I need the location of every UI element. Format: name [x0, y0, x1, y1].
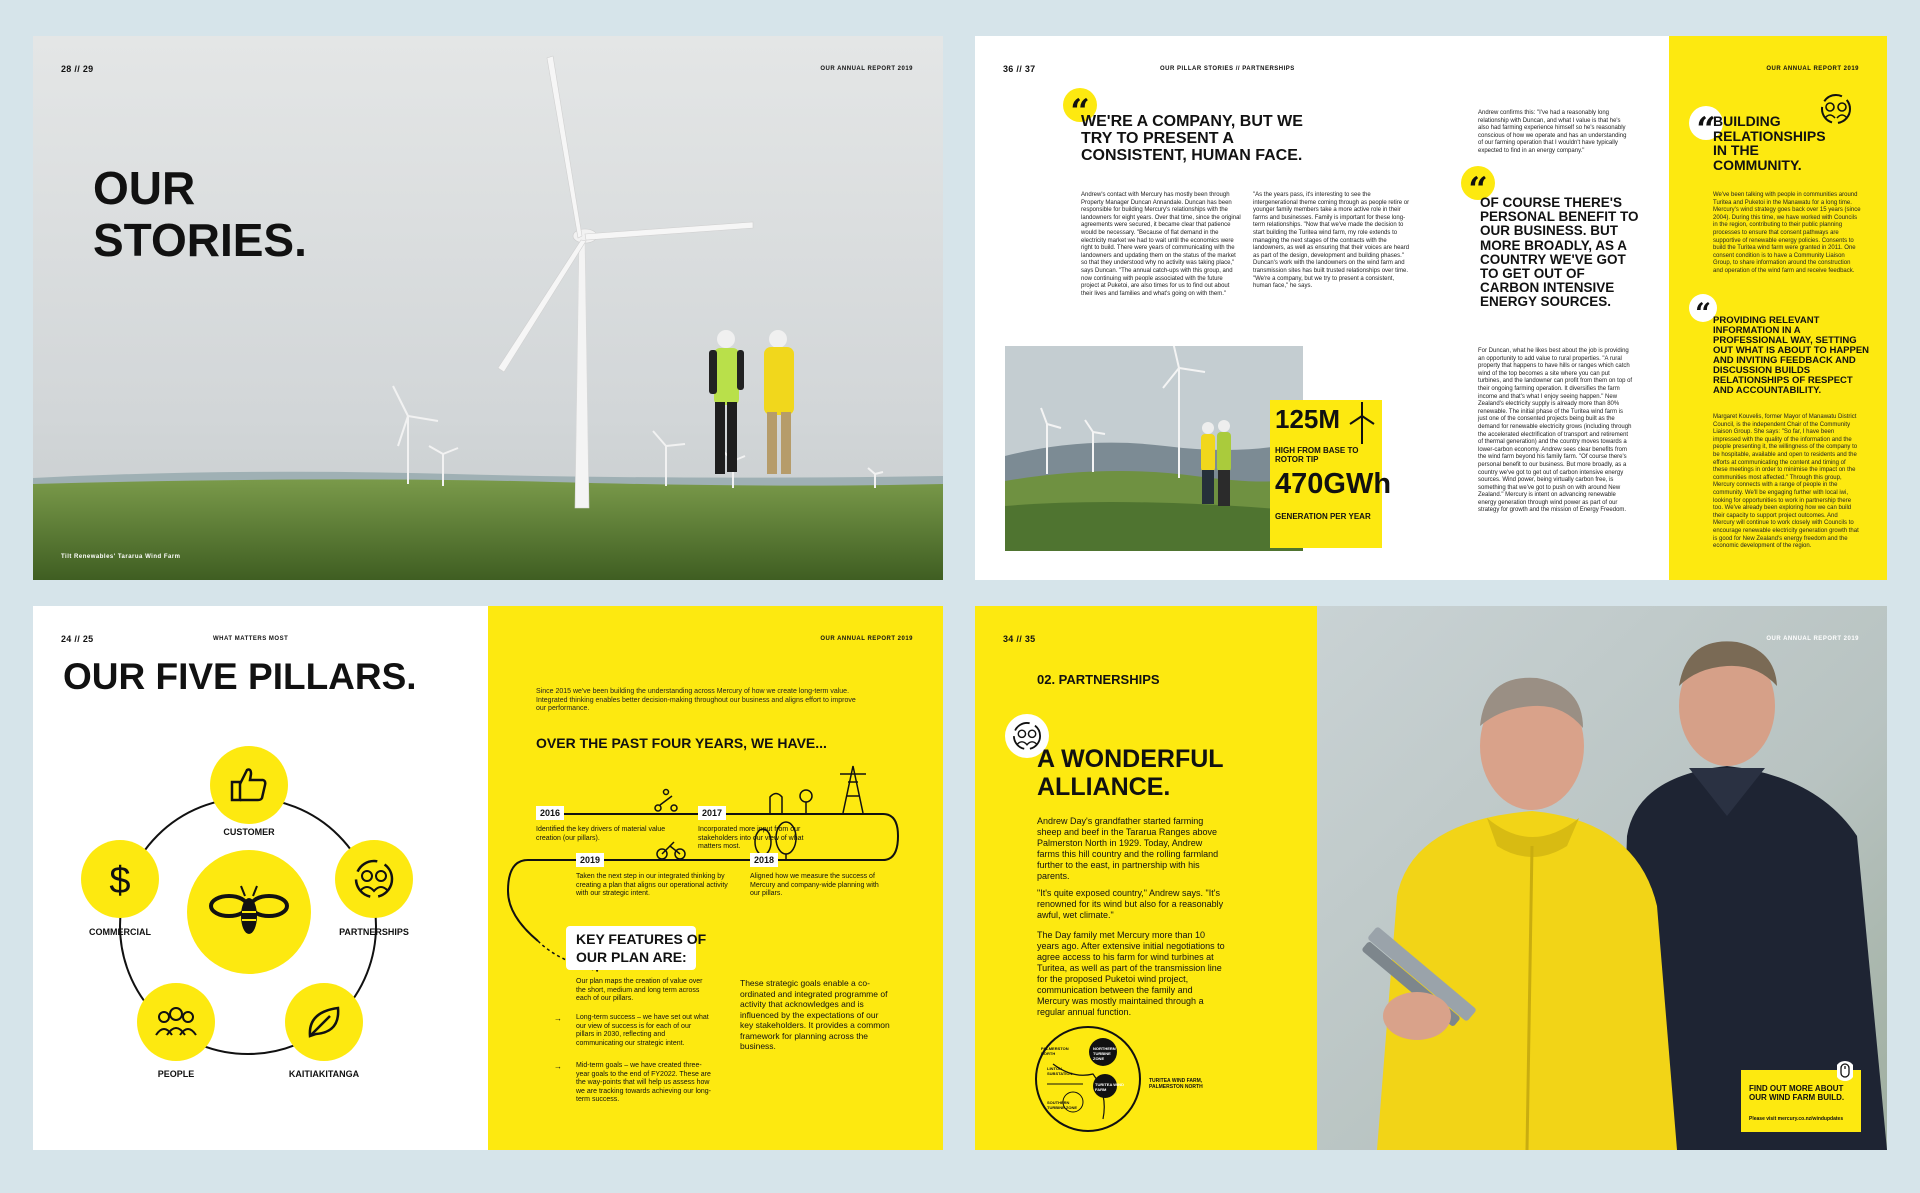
year-2019: 2019 — [576, 853, 604, 867]
photo-caption: Tilt Renewables' Tararua Wind Farm — [61, 554, 181, 560]
people-group-icon — [153, 1005, 199, 1039]
cta-link[interactable]: Please visit mercury.co.nz/windupdates — [1749, 1116, 1844, 1122]
page-folio: 28 // 29 — [61, 64, 94, 74]
arrow-icon: → — [554, 1062, 562, 1071]
map-label-northern: NORTHERN TURBINE ZONE — [1093, 1046, 1116, 1061]
pillar-label-people: PEOPLE — [157, 1069, 195, 1079]
map-label-turitea: TURITEA WIND FARM — [1095, 1082, 1124, 1092]
people-pillar — [137, 983, 215, 1061]
stat-generation-value: 470GWh — [1275, 468, 1392, 500]
leaf-icon — [304, 1002, 344, 1042]
body-column-3-top: Andrew confirms this: "I've had a reasonably long relationship with Duncan, and what I value is that he's also had farming experience himself so he's reasonably conscious of how we operate and has an understanding of our farming operation that I wouldn't have typically expected to find in an energy company." — [1478, 110, 1627, 154]
pillars-title: OUR FIVE PILLARS. — [63, 656, 417, 697]
alliance-para-2: "It's quite exposed country," Andrew says. "It's renowned for its wind but also for a reasonably awful, wet climate." — [1037, 888, 1224, 920]
body-column-2: "As the years pass, it's interesting to see the intergenerational theme coming through as people retire or younger family members take a more active role in their farms and businesses. Family is important for these long-term relationships. "Now that we've made the decision to start building the Turitea wind farm, my role extends to managing the next stages of the contracts with the landowners, as well as ensuring that their voices are heard as part of the design, development and building phases." Duncan's work with the landowners on the wind farm and transmission sites has built trusted relationships over time. "We're a company, but we try to present a consistent, human face," he says. — [1253, 192, 1410, 290]
stat-height-label: HIGH FROM BASE TO ROTOR TIP — [1275, 446, 1359, 464]
pylon-icon — [840, 766, 866, 813]
running-head-right: OUR ANNUAL REPORT 2019 — [820, 636, 913, 642]
pullquote-human-face: WE'RE A COMPANY, BUT WE TRY TO PRESENT A CONSISTENT, HUMAN FACE. — [1081, 113, 1303, 164]
community-body-2: Margaret Kouvelis, former Mayor of Manawatu District Council, is the independent Chair of the Community Liaison Group. She says: "So far, I have been impressed with the quality of the information and the people presenting it, the willingness of the company to be hospitable, available and open to residents and the efforts at communicating the content and timing of these meetings in order to minimise the impact on the communities most affected." Through this group, Mercury connects with a range of people in the community. We'll be engaging further with local iwi, looking for opportunities to work in partnership there too. We've already been exploring how we can build their capacity to support project outcomes. And Mercury will continue to work closely with Councils to encourage renewable electricity generation growth that is good for New Zealand's energy freedom and the economic development of the region. — [1713, 414, 1859, 550]
thumbs-up-icon — [229, 766, 269, 804]
section-label: 02. PARTNERSHIPS — [1037, 672, 1160, 687]
running-head-left: OUR PILLAR STORIES // PARTNERSHIPS — [1160, 66, 1295, 72]
turitea-map — [1033, 1024, 1143, 1134]
svg-text:$: $ — [109, 860, 131, 901]
running-head-left: WHAT MATTERS MOST — [213, 636, 289, 642]
running-head-right: OUR ANNUAL REPORT 2019 — [1766, 66, 1859, 72]
stat-generation-label: GENERATION PER YEAR — [1275, 512, 1371, 521]
key-features-heading-2: OUR PLAN ARE: — [576, 949, 687, 965]
page-folio: 36 // 37 — [1003, 64, 1036, 74]
quote-mark-icon: “ — [1063, 88, 1097, 122]
body-column-3-bottom: For Duncan, what he likes best about the job is providing an opportunity to add value to rural properties. "A rural property that happens to have hills or ranges which catch wind of the top becomes a site where you can put turbines, and the landowner can profit from them on top of their ongoing farming operation. It diversifies the farm income and that's what I enjoy seeing happen." New Zealand's electricity supply is already more than 80% renewable. The initial phase of the Turitea wind farm is just one of the consented projects being built as the demand for renewable electricity grows (including through the accelerated electrification of transport and retirement of thermal generation) and the country moves towards a lower-carbon economy. Andrew sees clear benefits from the wind farm beyond his family farm. "Of course there's personal benefit to our business. But more broadly, as a country we've got to get out of carbon intensive energy sources. Wind power, being virtually carbon free, is something that we've got to push on with around New Zealand." Mercury is intent on advancing renewable energy generation through wind power as part of our strategy for growth and the mission of Energy Freedom. — [1478, 348, 1633, 514]
scooter-icon — [655, 790, 677, 812]
pillars-right-page — [488, 606, 943, 1150]
mouse-icon — [1837, 1060, 1853, 1082]
key-features-right: These strategic goals enable a co-ordinated and integrated programme of activity that acknowledges and is influenced by the expectations of our key stakeholders. It provides a common framework for planning across the business. — [740, 978, 890, 1051]
pillar-label-customer: CUSTOMER — [223, 827, 275, 837]
community-sidebar — [1669, 36, 1887, 580]
body-column-1: Andrew's contact with Mercury has mostly been through Property Manager Duncan Annandale. Duncan has been responsible for building Mercury's relationships with the landowners for eight years. Over that time, since the original agreements were secured, it became clear that patience would be necessary. "Because of flat demand in the electricity market we had to wait until the economics were right to build. There were years of communicating with the landowners and updating them on the status of the market so that they understood why no activity was taking place," says Duncan. "The annual catch-ups with this group, and now continuing with people associated with the future project at Puketoi, are also times for us to find out about their lives and families and what's going on with them." — [1081, 192, 1241, 297]
year-2017: 2017 — [698, 806, 726, 820]
dollar-icon — [105, 857, 135, 901]
spread-partnerships-text — [975, 36, 1887, 580]
spread-wonderful-alliance — [975, 606, 1887, 1150]
milestone-2016: Identified the key drivers of material value creation (our pillars). — [536, 826, 666, 842]
milestone-2019: Taken the next step in our integrated thinking by creating a plan that aligns our operational activity with our strategic intent. — [576, 873, 728, 897]
cta-heading: FIND OUT MORE ABOUT OUR WIND FARM BUILD. — [1749, 1084, 1845, 1102]
spread-our-stories — [33, 36, 943, 580]
customer-pillar — [210, 746, 288, 824]
quote-mark-icon: “ — [1689, 106, 1723, 140]
partnership-faces-icon — [352, 857, 396, 901]
wind-farm-photo — [33, 36, 943, 580]
past-four-years-heading: OVER THE PAST FOUR YEARS, WE HAVE... — [536, 735, 827, 751]
arrow-icon: → — [554, 1014, 562, 1023]
stats-panel — [1270, 400, 1392, 548]
spread-title-line1: OUR — [93, 162, 196, 214]
key-features-heading-1: KEY FEATURES OF — [576, 931, 707, 947]
running-head: OUR ANNUAL REPORT 2019 — [820, 66, 913, 72]
alliance-para-3: The Day family met Mercury more than 10 years ago. After extensive initial negotiations to agree access to his farm for wind turbines at Turitea, as well as part of the transmission line for the proposed Puketoi wind project, communication between the family and Mercury was mostly maintained through a regular annual function. — [1037, 930, 1225, 1017]
quote-mark-icon: “ — [1461, 166, 1495, 200]
commercial-pillar — [81, 840, 159, 918]
map-label-linton: LINTON SUBSTATION — [1047, 1066, 1073, 1076]
alliance-title-line2: ALLIANCE. — [1037, 773, 1171, 801]
community-body-1: We've been talking with people in communities around Turitea and Puketoi in the Manawatu for a long time. Mercury's wind strategy goes back over 15 years (since 2004). During this time, we have worked with Councils in the region, contributing to their public planning processes to ensure that consent pathways are supportive of renewable energy policies. Consents to build the Turitea wind farm were granted in 2011. One consent condition is to have a Community Liaison Group, to share information around the construction and operation of the wind farm and receive feedback. — [1713, 192, 1861, 274]
community-pullquote: PROVIDING RELEVANT INFORMATION IN A PROFESSIONAL WAY, SETTING OUT WHAT IS ABOUT TO HAPPEN AND INVITING FEEDBACK AND DISCUSSION BUILDS RELATIONSHIPS OF RESPECT AND ACCOUNTABILITY. — [1713, 315, 1870, 396]
page-folio: 34 // 35 — [1003, 634, 1036, 644]
pillar-label-partnerships: PARTNERSHIPS — [339, 927, 409, 937]
alliance-title-line1: A WONDERFUL — [1037, 745, 1224, 773]
key-feature-long-term: Long-term success – we have set out what our view of success is for each of our pillars in 2030, reflecting and communicating our strategic intent. — [576, 1014, 709, 1047]
key-features-intro: Our plan maps the creation of value over the short, medium and long term across each of our pillars. — [576, 978, 703, 1002]
cta-box[interactable] — [1741, 1070, 1861, 1132]
map-caption: TURITEA WIND FARM, PALMERSTON NORTH — [1149, 1078, 1203, 1090]
pillars-intro: Since 2015 we've been building the understanding across Mercury of how we create long-term value. Integrated thinking enables better decision-making throughout our business and aligns effort to improve our performance. — [536, 688, 856, 712]
year-2016: 2016 — [536, 806, 564, 820]
turbine-farmers-photo — [1005, 346, 1303, 551]
map-label-southern: SOUTHERN TURBINE ZONE — [1047, 1100, 1077, 1110]
turbine-icon — [1348, 402, 1376, 444]
bicycle-icon — [657, 842, 685, 859]
kaitiakitanga-pillar — [285, 983, 363, 1061]
partnerships-pillar — [335, 840, 413, 918]
year-2018: 2018 — [750, 853, 778, 867]
silo-icon — [770, 790, 812, 813]
stat-height-value: 125M — [1275, 404, 1341, 434]
pullquote-carbon: OF COURSE THERE'S PERSONAL BENEFIT TO OUR BUSINESS. BUT MORE BROADLY, AS A COUNTRY WE'VE GOT TO GET OUT OF CARBON INTENSIVE ENERGY SOURCES. — [1480, 195, 1639, 310]
milestone-2018: Aligned how we measure the success of Mercury and company-wide planning with our pillars. — [750, 873, 879, 897]
farmer-and-manager-photo — [1317, 606, 1887, 1150]
spread-five-pillars — [33, 606, 943, 1150]
milestone-2017: Incorporated more input from our stakeholders into our view of what matters most. — [698, 826, 804, 850]
quote-mark-icon: “ — [1689, 294, 1717, 322]
key-feature-mid-term: Mid-term goals – we have created three-year goals to the end of FY2022. These are the way-points that will help us assess how we are tracking towards achieving our long-term success. — [576, 1062, 712, 1103]
spread-title-line2: STORIES. — [93, 214, 307, 266]
pillar-label-commercial: COMMERCIAL — [89, 927, 151, 937]
map-label-palmerston: PALMERSTON NORTH — [1041, 1046, 1069, 1056]
bee-icon — [187, 850, 311, 974]
running-head-right: OUR ANNUAL REPORT 2019 — [1766, 636, 1859, 642]
page-folio: 24 // 25 — [61, 634, 94, 644]
community-heading: BUILDING RELATIONSHIPS IN THE COMMUNITY. — [1713, 113, 1826, 174]
alliance-para-1: Andrew Day's grandfather started farming sheep and beef in the Tararua Ranges above Palmerston North in 1929. Today, Andrew farms this hill country and the rolling farmland further to the east, in partnership with his parents. — [1037, 816, 1219, 881]
pillar-label-kaitiakitanga: KAITIAKITANGA — [288, 1069, 360, 1079]
